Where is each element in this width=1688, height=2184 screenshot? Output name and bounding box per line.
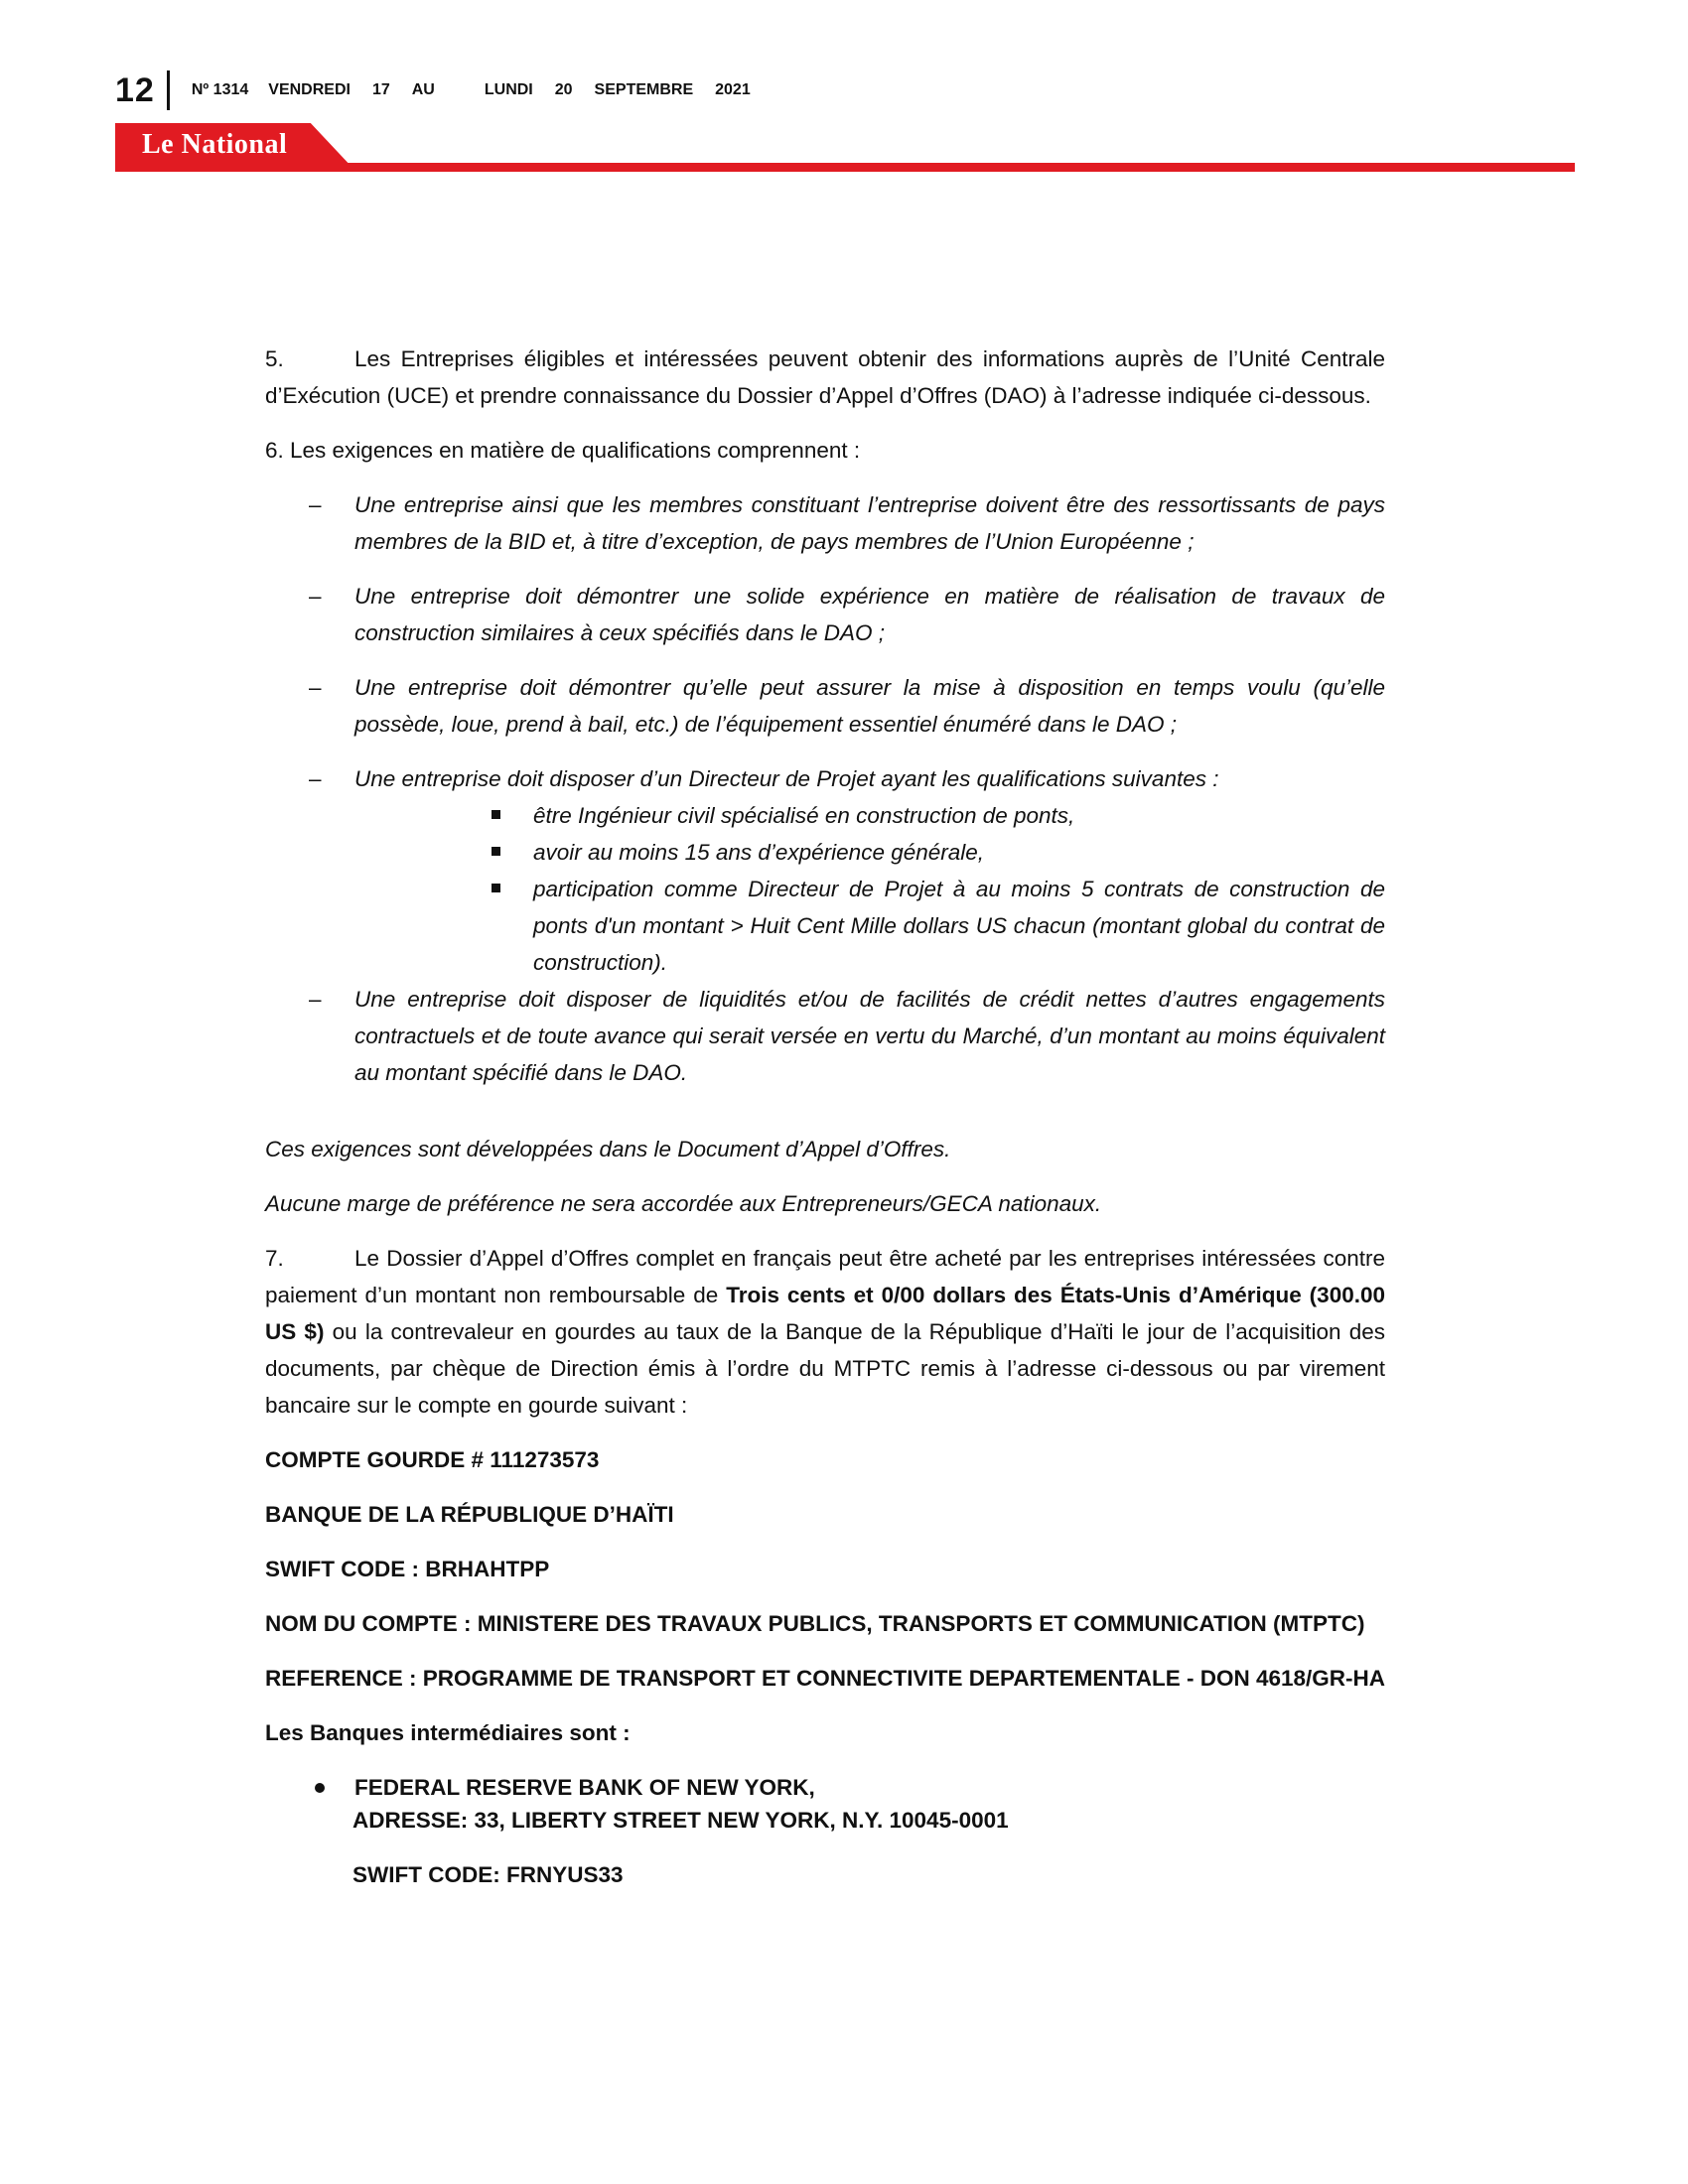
page-header: [115, 66, 773, 115]
requirement-item: [265, 486, 1385, 560]
day-end: LUNDI: [484, 81, 533, 98]
paragraph-number: 7.: [265, 1246, 284, 1271]
header-rule: [115, 163, 1575, 172]
swift-code: SWIFT CODE : BRHAHTPP: [265, 1557, 550, 1581]
sub-requirement-text: avoir au moins 15 ans d’expérience générale,: [533, 840, 985, 865]
page-number: 12: [115, 70, 155, 109]
note-requirements: Ces exigences sont développées dans le Document d’Appel d’Offres.: [265, 1137, 951, 1161]
bank-name: BANQUE DE LA RÉPUBLIQUE D’HAÏTI: [265, 1502, 674, 1527]
requirement-item: [265, 981, 1385, 1091]
requirement-item: [265, 760, 1385, 797]
dash-bullet: –: [309, 584, 322, 609]
requirement-item: [265, 669, 1385, 743]
paragraph-7: [265, 1240, 1385, 1424]
date-start: 17: [371, 81, 390, 98]
sub-requirement-item: [265, 834, 1385, 871]
intermediary-bank-swift: SWIFT CODE: FRNYUS33: [352, 1862, 624, 1887]
requirement-text: Une entreprise doit démontrer une solide expérience en matière de réalisation de travaux de construction similaires à ceux spécifiés dans le DAO ;: [354, 584, 1385, 645]
paragraph-5: [265, 341, 1385, 414]
bullet-dot: [315, 1783, 325, 1793]
square-bullet: [492, 884, 500, 892]
dash-bullet: –: [309, 675, 322, 700]
paragraph-text: Le Dossier d’Appel d’Offres complet en français peut être acheté par les entreprises intéressées contre paiement d’un montant non remboursable de: [265, 1246, 1385, 1307]
article-body: [265, 341, 1385, 1893]
requirement-text: Une entreprise doit démontrer qu’elle peut assurer la mise à disposition en temps voulu (qu’elle possède, loue, prend à bail, etc.) de l’équipement essentiel énuméré dans le DAO ;: [354, 675, 1385, 737]
dash-bullet: –: [309, 492, 322, 517]
requirement-text: Une entreprise doit disposer d’un Directeur de Projet ayant les qualifications suivantes :: [354, 766, 1219, 791]
issue-info: [192, 81, 773, 99]
day-start: VENDREDI: [268, 81, 351, 98]
account-name: NOM DU COMPTE : MINISTERE DES TRAVAUX PUBLICS, TRANSPORTS ET COMMUNICATION (MTPTC): [265, 1611, 1365, 1636]
reference: REFERENCE : PROGRAMME DE TRANSPORT ET CONNECTIVITE DEPARTEMENTALE - DON 4618/GR-HA: [265, 1666, 1385, 1691]
issue-number: Nº 1314: [191, 81, 249, 98]
sub-requirement-text: participation comme Directeur de Projet à au moins 5 contrats de construction de ponts d'un montant > Huit Cent Mille dollars US chacun (montant global du contrat de construction).: [533, 877, 1385, 975]
date-connector: AU: [411, 81, 435, 98]
header-divider: [167, 70, 170, 110]
month: SEPTEMBRE: [594, 81, 694, 98]
note-preference: Aucune marge de préférence ne sera accordée aux Entrepreneurs/GECA nationaux.: [265, 1191, 1102, 1216]
dash-bullet: –: [309, 987, 322, 1012]
paragraph-text-cont: ou la contrevaleur en gourdes au taux de la Banque de la République d’Haïti le jour de l’acquisition des documents, par chèque de Direction émis à l’ordre du MTPTC remis à l’adresse ci-dessous ou par virement bancaire sur le compte en gourde suivant :: [265, 1319, 1386, 1418]
paragraph-text: Les Entreprises éligibles et intéressées peuvent obtenir des informations auprès de l’Unité Centrale d’Exécution (UCE) et prendre connaissance du Dossier d’Appel d’Offres (DAO) à l’adresse indiquée ci-dessous.: [265, 346, 1385, 408]
requirement-text: Une entreprise doit disposer de liquidités et/ou de facilités de crédit nettes d’autres engagements contractuels et de toute avance qui serait versée en vertu du Marché, d’un montant au moins équivalent au montant spécifié dans le DAO.: [354, 987, 1385, 1085]
account-number: COMPTE GOURDE # 111273573: [265, 1447, 600, 1472]
intermediary-bank-item: [265, 1769, 1385, 1806]
intermediary-bank-address: ADRESSE: 33, LIBERTY STREET NEW YORK, N.Y. 10045-0001: [352, 1808, 1009, 1833]
dash-bullet: –: [309, 766, 322, 791]
intermediary-bank-name: FEDERAL RESERVE BANK OF NEW YORK,: [354, 1775, 815, 1800]
requirement-text: Une entreprise ainsi que les membres constituant l’entreprise doivent être des ressortissants de pays membres de la BID et, à titre d’exception, de pays membres de l’Union Européenne ;: [354, 492, 1385, 554]
year: 2021: [715, 81, 751, 98]
sub-requirement-item: [265, 797, 1385, 834]
square-bullet: [492, 847, 500, 856]
date-end: 20: [554, 81, 573, 98]
paragraph-number: 5.: [265, 346, 284, 371]
paragraph-6: 6. Les exigences en matière de qualifications comprennent :: [265, 438, 861, 463]
intermediary-banks-heading: Les Banques intermédiaires sont :: [265, 1720, 631, 1745]
requirement-item: [265, 578, 1385, 651]
sub-requirement-text: être Ingénieur civil spécialisé en construction de ponts,: [533, 803, 1075, 828]
price-amount: Trois cents et 0/00 dollars des États-Unis d’Amérique (300.00 US $): [265, 1283, 1385, 1344]
newspaper-logo: Le National: [142, 129, 288, 160]
sub-requirement-item: [265, 871, 1385, 981]
square-bullet: [492, 810, 500, 819]
